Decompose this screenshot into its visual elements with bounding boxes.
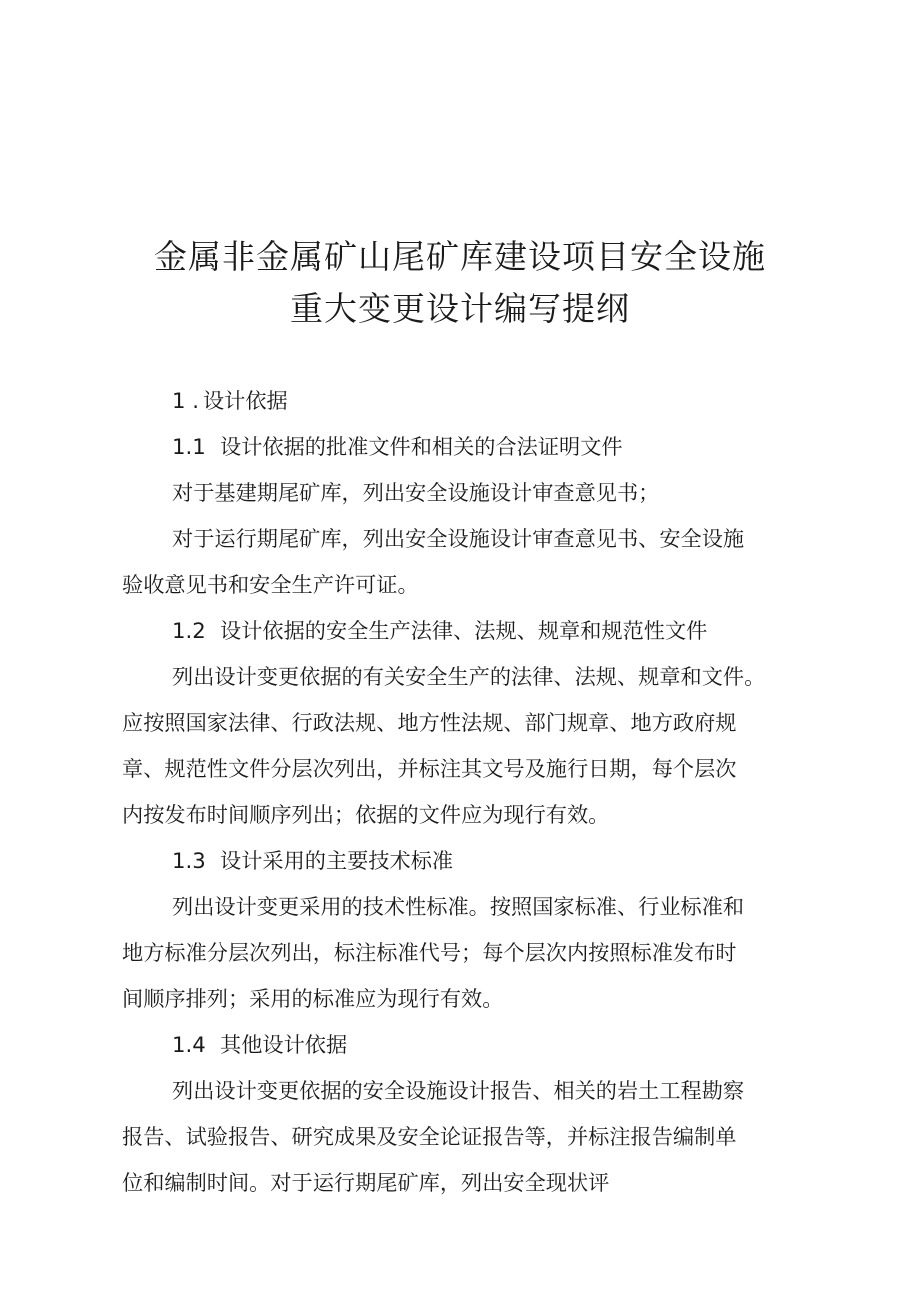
document-body <box>122 378 812 1206</box>
paragraph-line: 列出设计变更采用的技术性标准。按照国家标准、行业标准和 <box>172 894 745 919</box>
paragraph-line: 报告、试验报告、研究成果及安全论证报告等，并标注报告编制单 <box>122 1124 737 1149</box>
section-number: 1.2 <box>172 618 206 643</box>
document-title-line-2: 重大变更设计编写提纲 <box>290 289 630 328</box>
section-title: 设计采用的主要技术标准 <box>220 848 454 873</box>
section-heading-1-4 <box>122 1022 812 1068</box>
section-title: 设计依据的批准文件和相关的合法证明文件 <box>220 434 623 459</box>
paragraph-line: 列出设计变更依据的安全设施设计报告、相关的岩土工程勘察 <box>172 1078 745 1103</box>
section-number: 1.1 <box>172 434 206 459</box>
paragraph-line: 内按发布时间顺序列出；依据的文件应为现行有效。 <box>122 802 610 827</box>
paragraph-line: 位和编制时间。对于运行期尾矿库，列出安全现状评 <box>122 1170 610 1195</box>
section-number: 1 . <box>172 388 199 413</box>
paragraph-laws <box>122 654 812 838</box>
paragraph-line: 地方标准分层次列出，标注标准代号；每个层次内按照标准发布时 <box>122 940 737 965</box>
section-heading-1-1 <box>122 424 812 470</box>
paragraph-construction-period <box>122 470 812 516</box>
section-heading-1-3 <box>122 838 812 884</box>
paragraph-other-basis <box>122 1068 812 1206</box>
paragraph-line: 间顺序排列；采用的标准应为现行有效。 <box>122 986 504 1011</box>
paragraph-line: 对于基建期尾矿库，列出安全设施设计审查意见书； <box>172 480 660 505</box>
paragraph-line: 对于运行期尾矿库，列出安全设施设计审查意见书、安全设施 <box>172 526 745 551</box>
paragraph-standards <box>122 884 812 1022</box>
paragraph-line: 应按照国家法律、行政法规、地方性法规、部门规章、地方政府规 <box>122 710 737 735</box>
paragraph-line: 列出设计变更依据的有关安全生产的法律、法规、规章和文件。 <box>172 664 766 689</box>
section-number: 1.4 <box>172 1032 206 1057</box>
document-title-line-1: 金属非金属矿山尾矿库建设项目安全设施 <box>154 237 766 276</box>
section-heading-1-2 <box>122 608 812 654</box>
paragraph-operation-period <box>122 516 812 608</box>
paragraph-line: 验收意见书和安全生产许可证。 <box>122 572 419 597</box>
section-title: 设计依据 <box>202 388 288 413</box>
section-number: 1.3 <box>172 848 206 873</box>
section-heading-1 <box>122 378 812 424</box>
section-title: 设计依据的安全生产法律、法规、规章和规范性文件 <box>220 618 708 643</box>
section-title: 其他设计依据 <box>220 1032 348 1057</box>
paragraph-line: 章、规范性文件分层次列出，并标注其文号及施行日期，每个层次 <box>122 756 737 781</box>
